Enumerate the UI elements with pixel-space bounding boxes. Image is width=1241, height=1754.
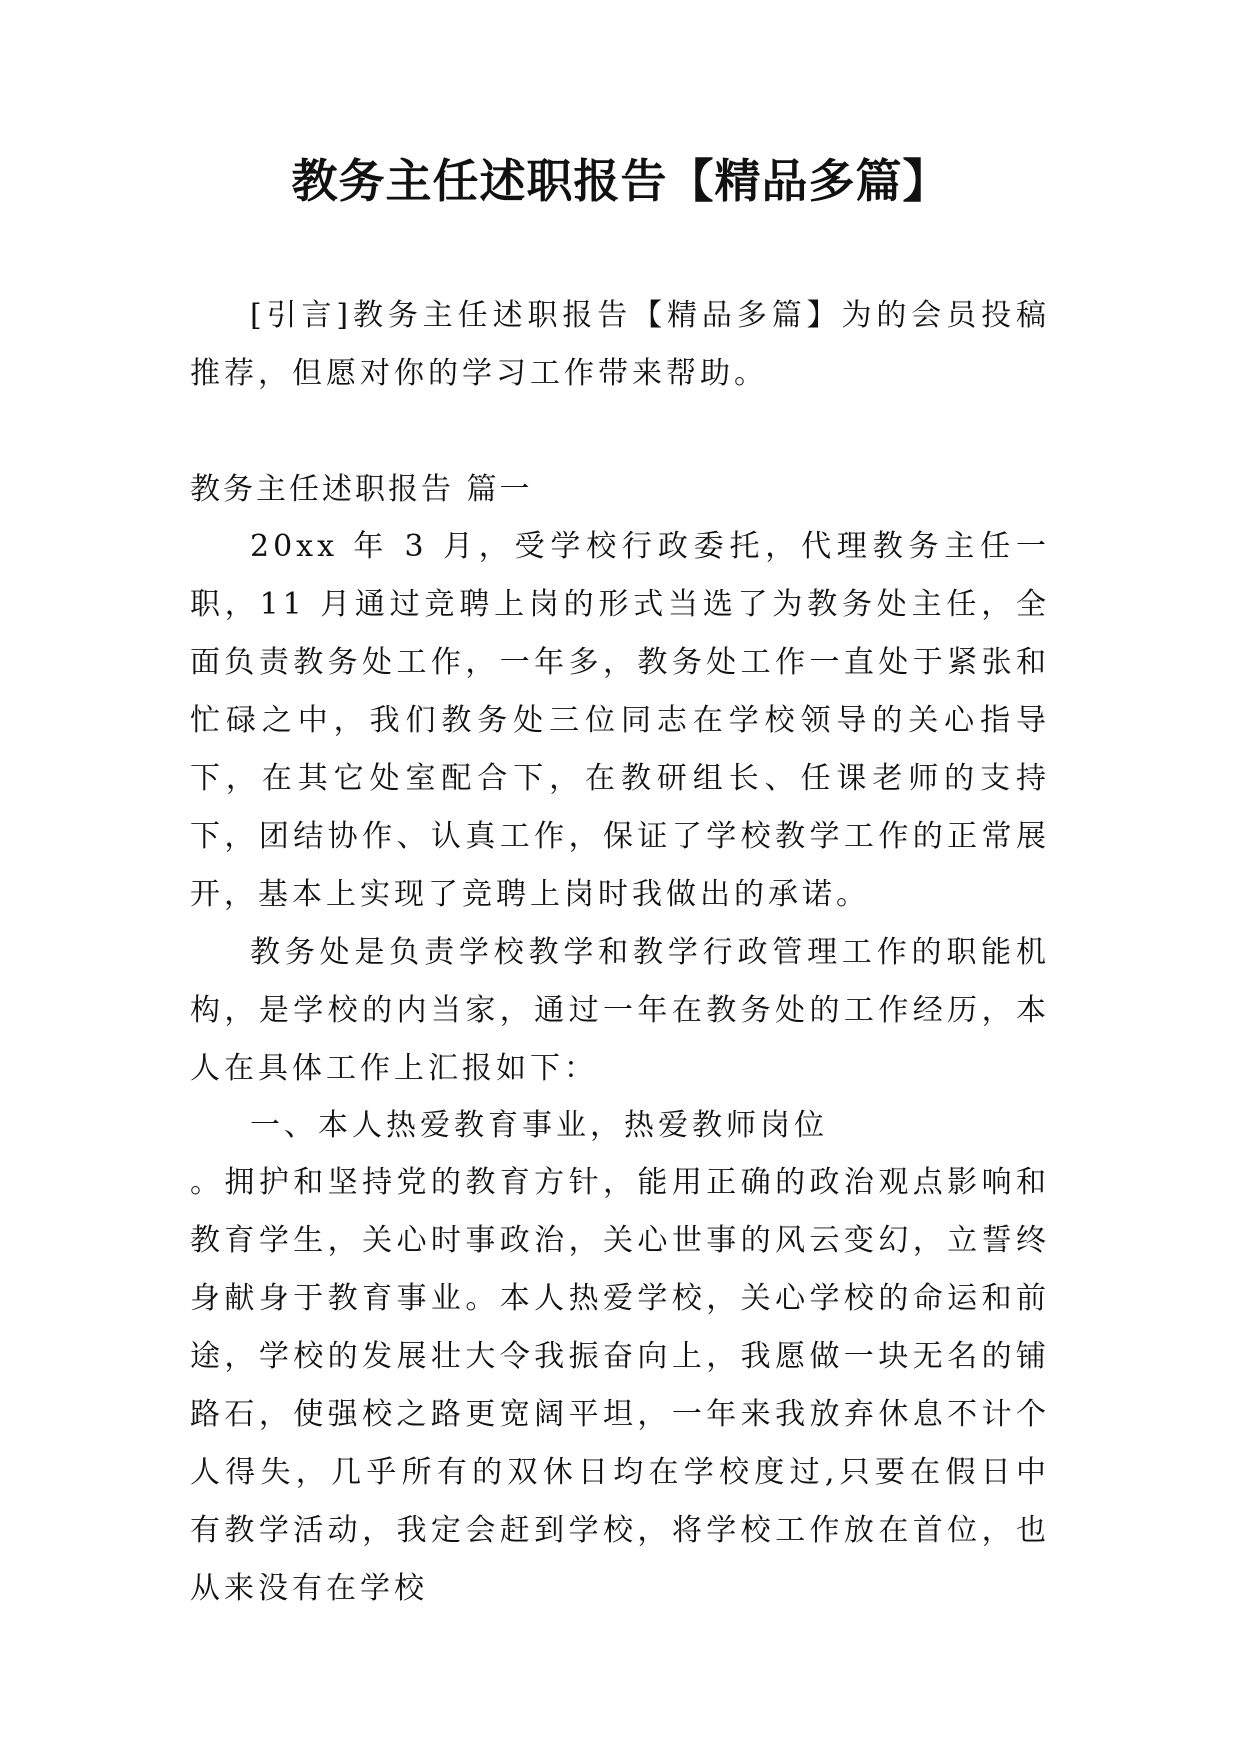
body-paragraph: 。拥护和坚持党的教育方针，能用正确的政治观点影响和教育学生，关心时事政治，关心世事的风云变幻，立誓终身献身于教育事业。本人热爱学校，关心学校的命运和前途，学校的发展壮大令我振奋向上，我愿做一块无名的铺路石，使强校之路更宽阔平坦，一年来我放弃休息不计个人得失，几乎所有的双休日均在学校度过,只要在假日中有教学活动，我定会赶到学校，将学校工作放在首位，也从来没有在学校 [190,1165,1050,1606]
document-title: 教务主任述职报告【精品多篇】 [291,154,950,208]
body-paragraph: 教务处是负责学校教学和教学行政管理工作的职能机构，是学校的内当家，通过一年在教务处的工作经历，本人在具体工作上汇报如下： [190,935,1050,1086]
section-heading: 教务主任述职报告 篇一 [190,472,533,507]
intro-paragraph: [引言]教务主任述职报告【精品多篇】为的会员投稿推荐，但愿对你的学习工作带来帮助。 [190,298,1050,391]
body-paragraph: 20xx 年 3 月，受学校行政委托，代理教务主任一职，11 月通过竞聘上岗的形式当选了为教务处主任，全面负责教务处工作，一年多，教务处工作一直处于紧张和忙碌之中，我们教务处三位同志在学校领导的关心指导下，在其它处室配合下，在教研组长、任课老师的支持下，团结协作、认真工作，保证了学校教学工作的正常展开，基本上实现了竞聘上岗时我做出的承诺。 [190,529,1050,912]
subsection-heading: 一、本人热爱教育事业，热爱教师岗位 [250,1108,828,1143]
